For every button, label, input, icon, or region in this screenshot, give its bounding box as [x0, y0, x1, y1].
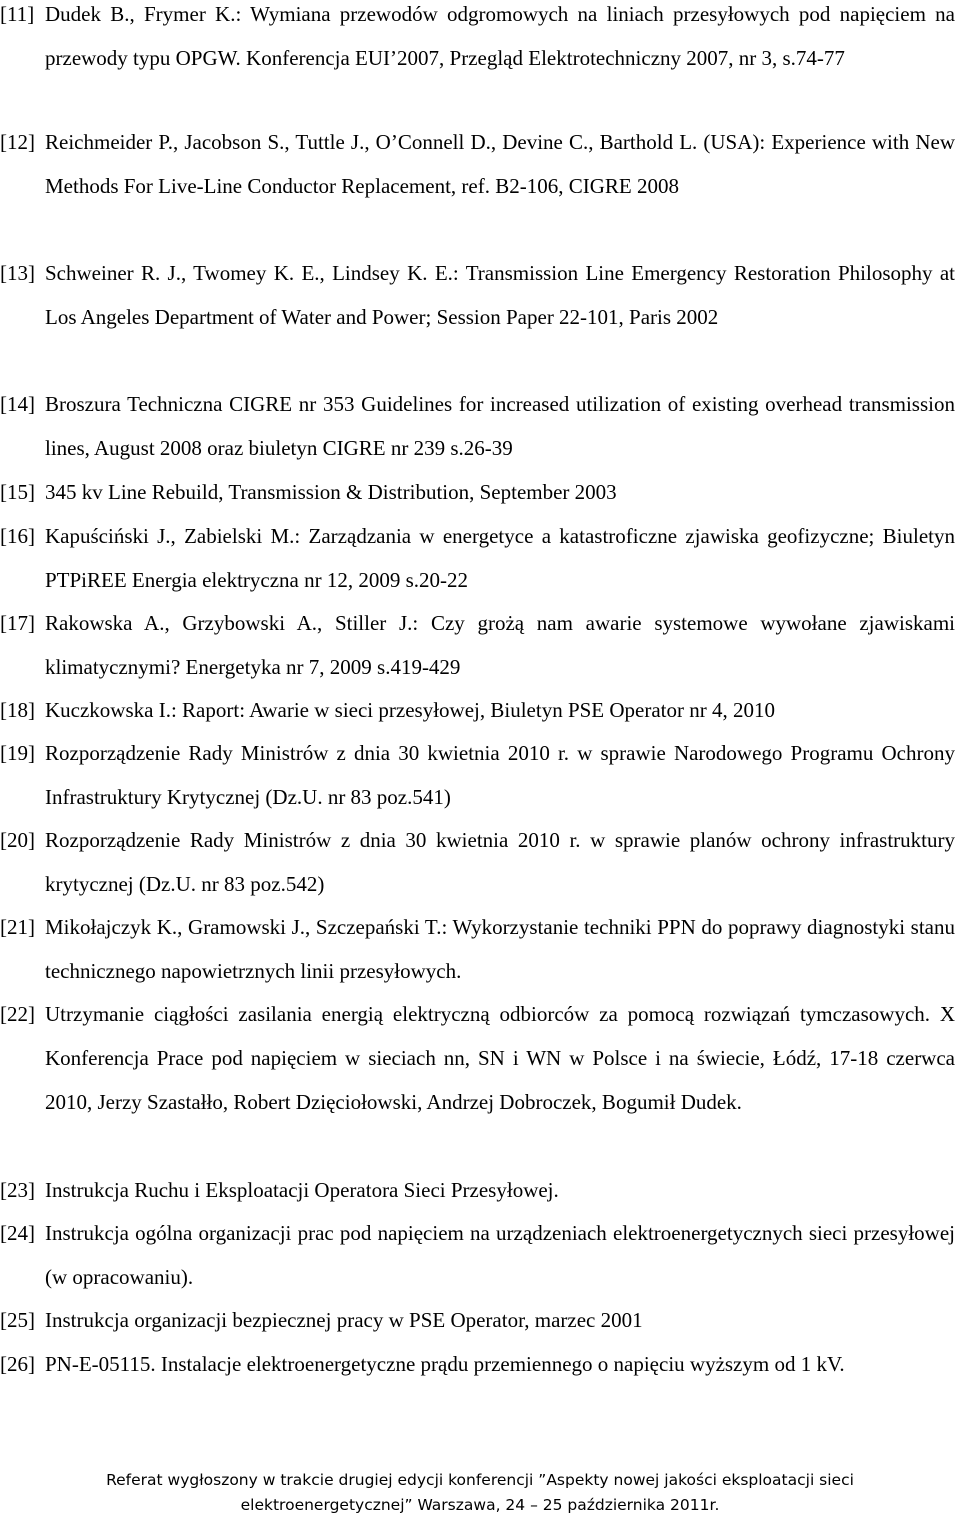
reference-item [0, 905, 955, 993]
reference-number: [19] [0, 741, 35, 765]
reference-number: [21] [0, 915, 35, 939]
reference-text: 345 kv Line Rebuild, Transmission & Distribution, September 2003 [45, 480, 617, 504]
reference-number: [13] [0, 261, 35, 285]
reference-text: Instrukcja organizacji bezpiecznej pracy w PSE Operator, marzec 2001 [45, 1308, 643, 1332]
reference-item [0, 382, 955, 470]
reference-number: [26] [0, 1352, 35, 1376]
reference-item [0, 1168, 955, 1212]
reference-number: [24] [0, 1221, 35, 1245]
reference-item [0, 0, 955, 80]
reference-text: Utrzymanie ciągłości zasilania energią elektryczną odbiorców za pomocą rozwiązań tymczasowych. X Konferencja Prace pod napięciem w sieciach nn, SN i WN w Polsce i na świecie, Łódź, 17-18 czerwca 2010, Jerzy Szastałło, Robert Dzięciołowski, Andrzej Dobroczek, Bogumił Dudek. [45, 1002, 955, 1114]
reference-number: [16] [0, 524, 35, 548]
reference-text: Dudek B., Frymer K.: Wymiana przewodów odgromowych na liniach przesyłowych pod napięciem na przewody typu OPGW. Konferencja EUI’2007, Przegląd Elektrotechniczny 2007, nr 3, s.74-77 [45, 2, 955, 70]
reference-text: Instrukcja ogólna organizacji prac pod napięciem na urządzeniach elektroenergetycznych sieci przesyłowej (w opracowaniu). [45, 1221, 955, 1289]
reference-item [0, 1211, 955, 1299]
reference-text: Instrukcja Ruchu i Eksploatacji Operatora Sieci Przesyłowej. [45, 1178, 559, 1202]
reference-number: [11] [0, 2, 35, 26]
reference-number: [23] [0, 1178, 35, 1202]
reference-item [0, 688, 955, 732]
reference-number: [17] [0, 611, 35, 635]
reference-number: [20] [0, 828, 35, 852]
reference-number: [14] [0, 392, 35, 416]
reference-item [0, 470, 955, 514]
reference-text: Rozporządzenie Rady Ministrów z dnia 30 kwietnia 2010 r. w sprawie planów ochrony infrastruktury krytycznej (Dz.U. nr 83 poz.542) [45, 828, 955, 896]
reference-text: Schweiner R. J., Twomey K. E., Lindsey K. E.: Transmission Line Emergency Restoration Philosophy at Los Angeles Department of Water and Power; Session Paper 22-101, Paris 2002 [45, 261, 955, 329]
reference-text: Rakowska A., Grzybowski A., Stiller J.: Czy grożą nam awarie systemowe wywołane zjawiskami klimatycznymi? Energetyka nr 7, 2009 s.419-429 [45, 611, 955, 679]
reference-item [0, 514, 955, 602]
reference-item [0, 992, 955, 1124]
reference-item [0, 818, 955, 906]
reference-item [0, 1342, 955, 1386]
reference-item [0, 120, 955, 208]
footer-line: elektroenergetycznej” Warszawa, 24 – 25 października 2011r. [240, 1496, 720, 1514]
reference-text: Kuczkowska I.: Raport: Awarie w sieci przesyłowej, Biuletyn PSE Operator nr 4, 2010 [45, 698, 775, 722]
reference-text: Kapuściński J., Zabielski M.: Zarządzania w energetyce a katastroficzne zjawiska geofizyczne; Biuletyn PTPiREE Energia elektryczna nr 12, 2009 s.20-22 [45, 524, 955, 592]
reference-text: Reichmeider P., Jacobson S., Tuttle J., O’Connell D., Devine C., Barthold L. (USA): Experience with New Methods For Live-Line Conductor Replacement, ref. B2-106, CIGRE 2008 [45, 130, 955, 198]
reference-number: [18] [0, 698, 35, 722]
footer-line: Referat wygłoszony w trakcie drugiej edycji konferencji ”Aspekty nowej jakości eksploatacji sieci [106, 1471, 854, 1489]
reference-number: [22] [0, 1002, 35, 1026]
reference-item [0, 251, 955, 339]
reference-number: [12] [0, 130, 35, 154]
reference-number: [15] [0, 480, 35, 504]
reference-item [0, 731, 955, 819]
reference-item [0, 601, 955, 689]
reference-number: [25] [0, 1308, 35, 1332]
page-footer [0, 1468, 960, 1518]
reference-item [0, 1298, 955, 1342]
reference-text: Broszura Techniczna CIGRE nr 353 Guidelines for increased utilization of existing overhead transmission lines, August 2008 oraz biuletyn CIGRE nr 239 s.26-39 [45, 392, 955, 460]
reference-text: PN-E-05115. Instalacje elektroenergetyczne prądu przemiennego o napięciu wyższym od 1 kV. [45, 1352, 845, 1376]
reference-text: Mikołajczyk K., Gramowski J., Szczepański T.: Wykorzystanie techniki PPN do poprawy diagnostyki stanu technicznego napowietrznych linii przesyłowych. [45, 915, 955, 983]
reference-text: Rozporządzenie Rady Ministrów z dnia 30 kwietnia 2010 r. w sprawie Narodowego Programu Ochrony Infrastruktury Krytycznej (Dz.U. nr 83 poz.541) [45, 741, 955, 809]
